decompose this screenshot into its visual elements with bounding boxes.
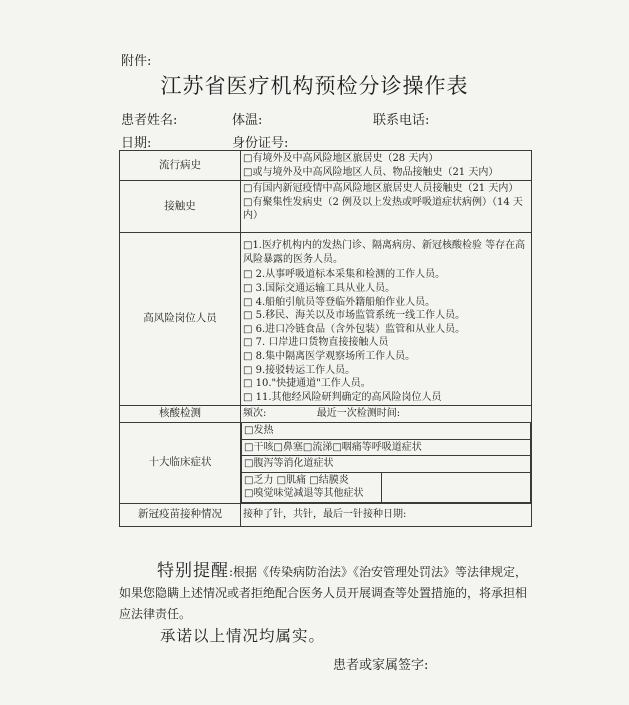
nucleic-test-cell	[241, 406, 532, 423]
table-row	[120, 406, 532, 423]
symptoms-subtable	[241, 423, 531, 503]
symptom-respiratory[interactable]: □干咳□鼻塞□流涕□咽痛等呼吸道症状	[242, 439, 531, 456]
high-risk-item[interactable]: □ 7. 口岸进口货物直接接触人员	[243, 337, 389, 349]
high-risk-item[interactable]: □1.医疗机构内的发热门诊、隔离病房、新冠核酸检验 等存在高风险暴露的医务人员。	[243, 240, 526, 265]
special-reminder	[119, 561, 537, 625]
id-number-field: 身份证号:	[232, 136, 289, 151]
nucleic-frequency-field[interactable]: 频次:	[243, 408, 267, 420]
reminder-body: :根据《传染病防治法》《治安管理处罚法》等法律规定，如果您隐瞒上述情况或者拒绝配合医务人员开展调查等处置措施的，将承担相应法律责任。	[119, 565, 528, 621]
table-row	[120, 181, 532, 233]
symptom-other[interactable]	[242, 472, 382, 502]
travel-history-item[interactable]: □有境外及中高风险地区旅居史（28 天内）	[243, 153, 439, 164]
travel-history-cell	[241, 151, 532, 181]
high-risk-item[interactable]: □ 5.移民、海关以及市场监管系统一线工作人员。	[243, 310, 466, 322]
symptoms-cell	[241, 422, 532, 503]
high-risk-item[interactable]: □ 9.接驳转运工作人员。	[243, 364, 356, 376]
table-row	[120, 503, 532, 526]
contact-history-item[interactable]: □有聚集性发病史（2 例及以上发热或呼吸道症状病例）（14 天内）	[243, 196, 523, 222]
contact-history-item[interactable]: □有国内新冠疫情中高风险地区旅居史人员接触史（21 天内）	[243, 183, 519, 195]
signature-field[interactable]: 患者或家属签字:	[333, 658, 429, 673]
phone-field: 联系电话:	[373, 113, 430, 128]
reminder-heading: 特别提醒	[157, 561, 229, 581]
table-row	[120, 233, 532, 406]
contact-history-label: 接触史	[120, 181, 241, 233]
date-field: 日期:	[121, 136, 152, 151]
symptoms-label: 十大临床症状	[120, 422, 241, 503]
table-row	[120, 422, 532, 503]
travel-history-label: 流行病史	[120, 151, 241, 181]
high-risk-item[interactable]: □ 11.其他经风险研判确定的高风险岗位人员	[243, 391, 442, 403]
symptom-other-line: □嗅觉味觉减退等其他症状	[244, 488, 364, 500]
high-risk-item[interactable]: □ 3.国际交通运输工具从业人员。	[243, 282, 396, 294]
high-risk-cell	[241, 233, 532, 406]
symptom-digestive[interactable]: □腹泻等消化道症状	[242, 456, 531, 473]
attachment-label: 附件:	[121, 54, 152, 69]
vaccine-field[interactable]: 接种了针，共针，最后一针接种日期:	[241, 503, 532, 526]
promise-statement: 承诺以上情况均属实。	[160, 627, 326, 645]
high-risk-item[interactable]: □ 2.从事呼吸道标本采集和检测的工作人员。	[243, 269, 446, 281]
table-row	[120, 151, 532, 181]
high-risk-item[interactable]: □ 8.集中隔离医学观察场所工作人员。	[243, 350, 416, 362]
high-risk-item[interactable]: □ 4.船舶引航员等登临外籍船舶作业人员。	[243, 296, 436, 308]
contact-history-cell	[241, 181, 532, 233]
screening-table	[119, 150, 532, 527]
nucleic-test-label: 核酸检测	[120, 406, 241, 423]
page-title: 江苏省医疗机构预检分诊操作表	[160, 74, 469, 98]
symptom-other-line: □乏力 □肌痛 □结膜炎	[244, 474, 349, 486]
travel-history-item[interactable]: □或与境外及中高风险地区人员、物品接触史（21 天内）	[243, 166, 499, 178]
vaccine-label: 新冠疫苗接种情况	[120, 503, 241, 526]
temperature-field: 体温:	[232, 113, 263, 128]
symptom-fever[interactable]: □发热	[242, 423, 531, 439]
nucleic-last-test-field[interactable]: 最近一次检测时间:	[316, 408, 401, 420]
symptom-blank-cell	[382, 472, 531, 502]
patient-name-field: 患者姓名:	[121, 113, 178, 128]
high-risk-item[interactable]: □ 6.进口冷链食品（含外包装）监管和从业人员。	[243, 323, 466, 335]
high-risk-item[interactable]: □ 10."快捷通道"工作人员。	[243, 378, 371, 390]
high-risk-label: 高风险岗位人员	[120, 233, 241, 406]
